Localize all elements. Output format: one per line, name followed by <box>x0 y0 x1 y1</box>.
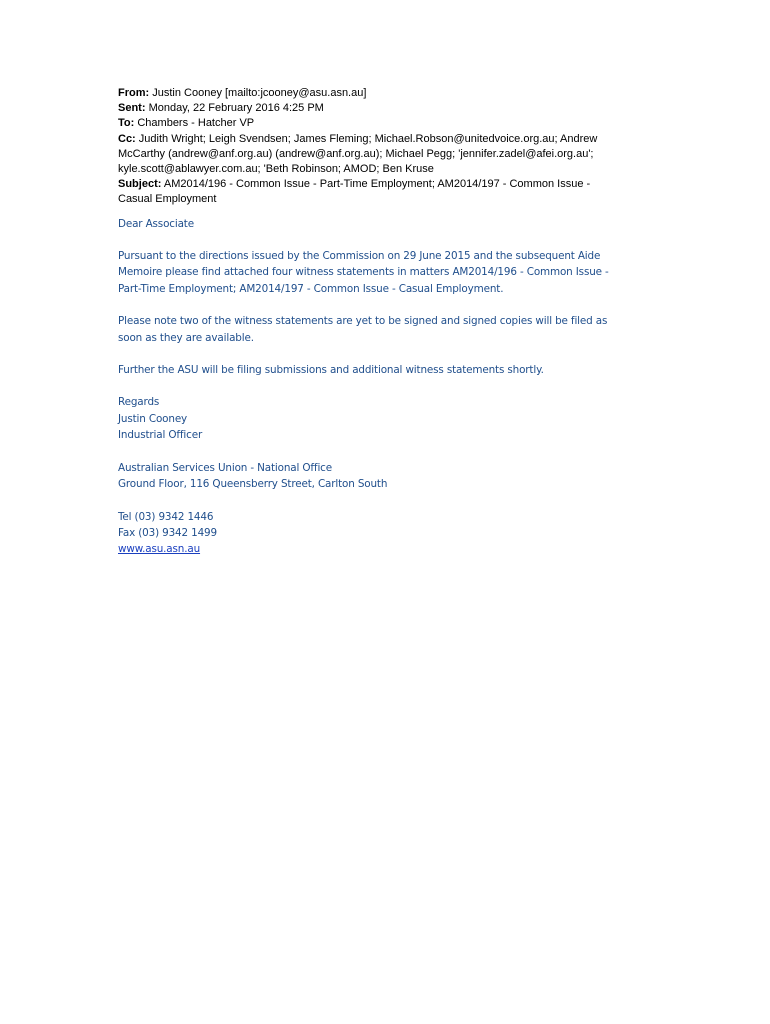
closing: Regards <box>118 396 160 409</box>
email-printout <box>118 86 638 558</box>
from-line <box>118 86 638 101</box>
fax: Fax (03) 9342 1499 <box>118 526 217 539</box>
paragraph-line: soon as they are available. <box>118 331 254 344</box>
to-value: Chambers - Hatcher VP <box>137 117 255 130</box>
to-line <box>118 116 638 131</box>
sent-label: Sent: <box>118 102 146 115</box>
paragraph-submissions: Further the ASU will be filing submissions and additional witness statements shortly. <box>118 364 544 377</box>
paragraph-line: Pursuant to the directions issued by the Commission on 29 June 2015 and the subsequent Aide <box>118 250 601 263</box>
paragraph-line: Memoire please find attached four witness statements in matters AM2014/196 - Common Issue - <box>118 266 609 279</box>
subject-line-2 <box>118 192 638 207</box>
subject-value-line2: Casual Employment <box>118 193 217 206</box>
telephone: Tel (03) 9342 1446 <box>118 510 214 523</box>
email-body <box>118 216 638 558</box>
signer-name: Justin Cooney <box>118 412 188 425</box>
sent-value: Monday, 22 February 2016 4:25 PM <box>148 102 324 115</box>
greeting: Dear Associate <box>118 217 194 230</box>
sent-line <box>118 101 638 116</box>
organisation-block <box>118 460 638 493</box>
signer-title: Industrial Officer <box>118 429 203 442</box>
paragraph-line: Part-Time Employment; AM2014/197 - Common Issue - Casual Employment. <box>118 282 504 295</box>
subject-line <box>118 177 638 192</box>
cc-line-3 <box>118 162 638 177</box>
cc-line-2 <box>118 147 638 162</box>
signature-block <box>118 394 638 443</box>
email-header <box>118 86 638 208</box>
from-label: From: <box>118 87 150 99</box>
subject-value-line1: AM2014/196 - Common Issue - Part-Time Employment; AM2014/197 - Common Issue - <box>163 178 591 191</box>
paragraph-line: Please note two of the witness statements are yet to be signed and signed copies will be filed as <box>118 315 608 328</box>
org-name: Australian Services Union - National Office <box>118 461 332 474</box>
to-label: To: <box>118 117 135 130</box>
paragraph-directions <box>118 248 638 297</box>
cc-value-line2: McCarthy (andrew@anf.org.au) (andrew@anf.org.au); Michael Pegg; 'jennifer.zadel@afei.org.au'; <box>118 147 594 160</box>
cc-value-line3: kyle.scott@ablawyer.com.au; 'Beth Robinson; AMOD; Ben Kruse <box>118 163 434 176</box>
cc-line <box>118 132 638 147</box>
org-address: Ground Floor, 116 Queensberry Street, Carlton South <box>118 478 388 491</box>
from-value: Justin Cooney [mailto:jcooney@asu.asn.au] <box>152 87 367 99</box>
cc-label: Cc: <box>118 132 136 145</box>
subject-label: Subject: <box>118 178 162 191</box>
paragraph-signing-note <box>118 313 638 346</box>
website-link[interactable]: www.asu.asn.au <box>118 543 201 556</box>
cc-value-line1: Judith Wright; Leigh Svendsen; James Fleming; Michael.Robson@unitedvoice.org.au; Andrew <box>138 132 598 145</box>
contact-block <box>118 509 638 558</box>
